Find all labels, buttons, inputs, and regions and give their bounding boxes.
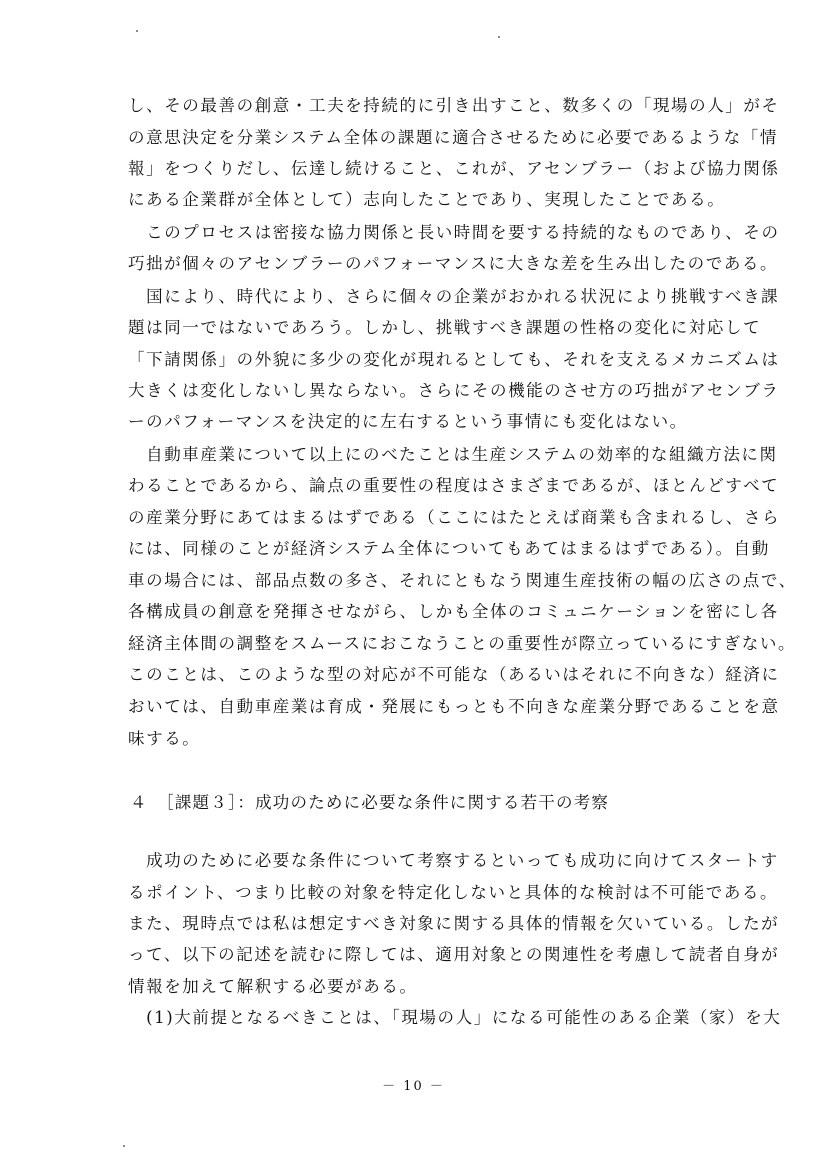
paragraph-line: 国により、時代により、さらに個々の企業がおかれる状況により挑戦すべき課 — [128, 287, 780, 306]
scan-speck — [123, 1145, 125, 1147]
paragraph-line: るポイント、つまり比較の対象を特定化しないと具体的な検討は不可能である。 — [128, 883, 779, 902]
paragraph-line: の産業分野にあてはまるはずである（ここにはたとえば商業も含まれるし、さら — [128, 508, 781, 527]
paragraph-line: 「下請関係」の外貌に多少の変化が現れるとしても、それを支えるメカニズムは — [128, 350, 780, 369]
paragraph-line: 自動車産業について以上にのべたことは生産システムの効率的な組織方法に関 — [128, 445, 778, 464]
paragraph-line: (1)大前提となるべきことは、「現場の人」になる可能性のある企業（家）を大 — [128, 1008, 782, 1027]
paragraph-line: 題は同一ではないであろう。しかし、挑戦すべき課題の性格の変化に対応して — [128, 318, 762, 337]
paragraph-line: の意思決定を分業システム全体の課題に適合させるために必要であるような「情 — [128, 128, 778, 147]
paragraph-line: このプロセスは密接な協力関係と長い時間を要する持続的なものであり、その — [128, 223, 780, 242]
paragraph-line: このことは、このような型の対応が不可能な（あるいはそれに不向きな）経済に — [128, 665, 780, 684]
paragraph-line: わることであるから、論点の重要性の程度はさまざまであるが、ほとんどすべて — [128, 476, 780, 495]
paragraph-line: 成功のために必要な条件について考察するといっても成功に向けてスタートす — [128, 851, 779, 870]
paragraph-line: 大きくは変化しないし異ならない。さらにその機能のさせ方の巧拙がアセンブラ — [128, 381, 780, 400]
paragraph-line: 各構成員の創意を発揮させながら、しかも全体のコミュニケーションを密にし各 — [128, 602, 779, 621]
paragraph-line: 情報を加えて解釈する必要がある。 — [128, 977, 418, 996]
paragraph-line: にある企業群が全体として）志向したことであり、実現したことである。 — [128, 190, 726, 209]
scan-speck — [136, 30, 138, 32]
paragraph-line: には、同様のことが経済システム全体についてもあてはまるはずである）。自動 — [128, 539, 770, 558]
section-heading: ４ ［課題３］：成功のために必要な条件に関する若干の考察 — [130, 793, 610, 812]
scan-speck — [498, 36, 500, 38]
paragraph-line: 車の場合には、部品点数の多さ、それにともなう関連生産技術の幅の広さの点で、 — [128, 571, 797, 590]
paragraph-line: 報」をつくりだし、伝達し続けること、これが、アセンブラー（および協力関係 — [128, 159, 780, 178]
paragraph-line: 巧拙が個々のアセンブラーのパフォーマンスに大きな差を生み出したのである。 — [128, 254, 779, 273]
paragraph-line: 経済主体間の調整をスムースにおこなうことの重要性が際立っているにすぎない。 — [128, 634, 797, 653]
paragraph-line: おいては、自動車産業は育成・発展にもっとも不向きな産業分野であることを意 — [128, 697, 780, 716]
paragraph-line: また、現時点では私は想定すべき対象に関する具体的情報を欠いている。したが — [128, 914, 780, 933]
page-number: － 10 － — [382, 1079, 445, 1094]
paragraph-line: って、以下の記述を読むに際しては、適用対象との関連性を考慮して読者自身が — [128, 945, 780, 964]
paragraph-line: ーのパフォーマンスを決定的に左右するという事情にも変化はない。 — [128, 412, 688, 431]
paragraph-line: し、その最善の創意・工夫を持続的に引き出すこと、数多くの「現場の人」がそ — [128, 96, 780, 115]
paragraph-line: 味する。 — [128, 729, 201, 748]
